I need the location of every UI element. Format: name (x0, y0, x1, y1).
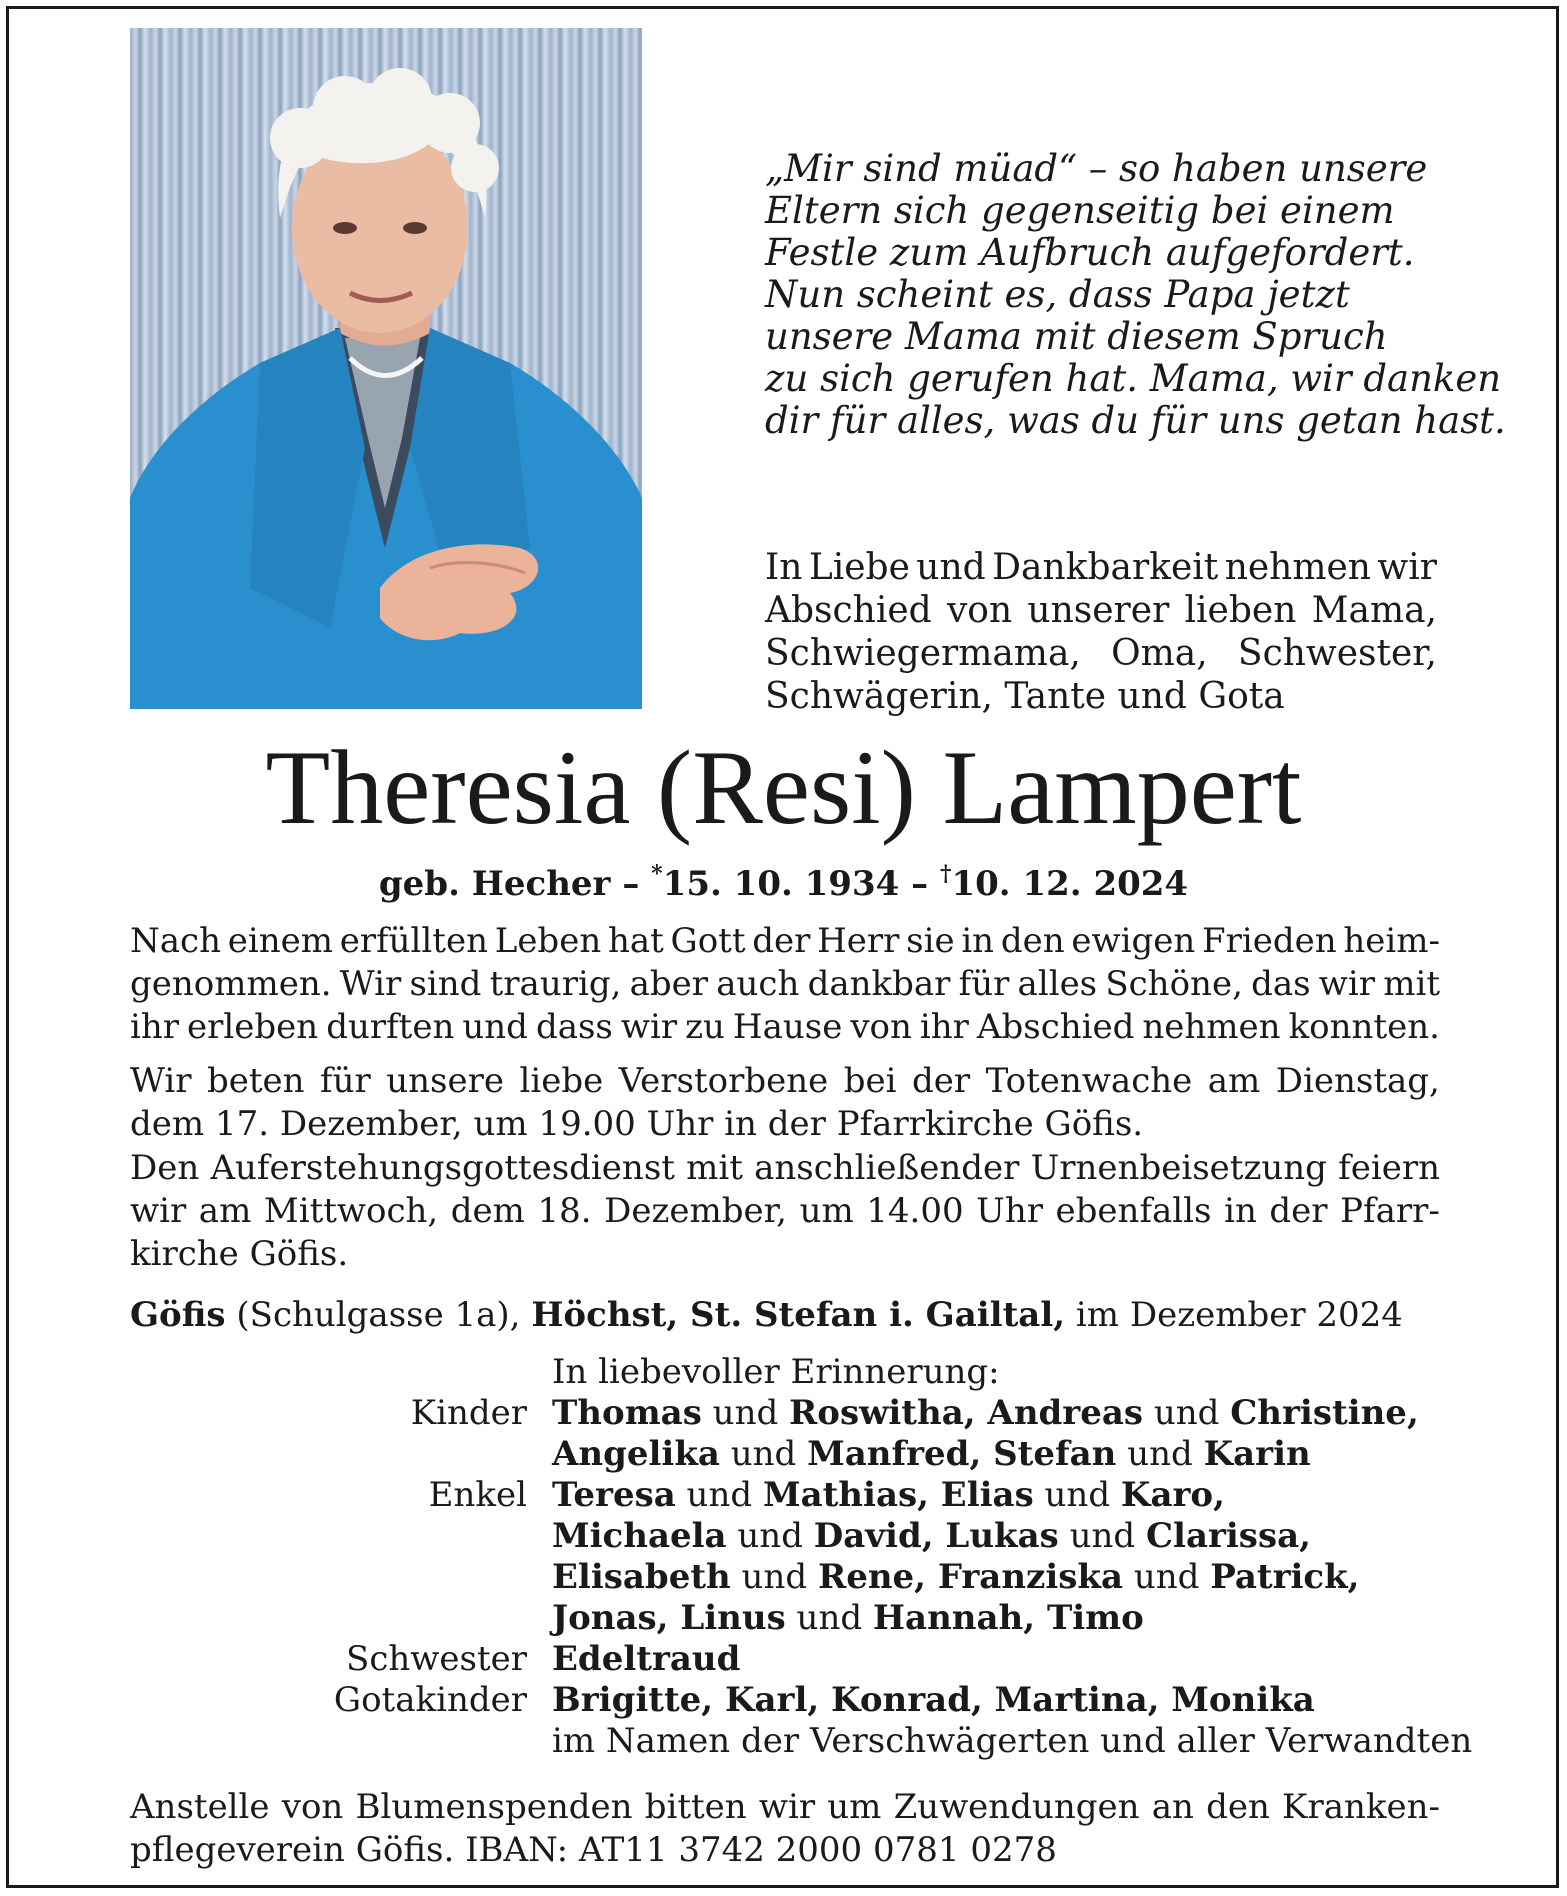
word: heim- (1343, 921, 1440, 961)
word: das (1251, 964, 1311, 1004)
word: unserer (1027, 590, 1170, 631)
paragraph-service (130, 1147, 1440, 1276)
connector-text: und (719, 1434, 808, 1474)
word: dankbar (807, 964, 951, 1004)
intro-line (765, 589, 1437, 632)
word: hat (607, 921, 664, 961)
word: 18. (537, 1191, 592, 1231)
family-label-enkel: Enkel (428, 1475, 527, 1515)
word: dem (450, 1191, 525, 1231)
person-name: Jonas, Linus (552, 1598, 786, 1638)
word: den (1206, 1787, 1270, 1827)
family-label-schwester: Schwester (346, 1639, 527, 1679)
word: der (912, 1061, 971, 1101)
word: traurig, (489, 964, 622, 1004)
place-date-line (130, 1294, 1440, 1337)
person-name: Christine, (1230, 1393, 1419, 1433)
word: für (958, 964, 1010, 1004)
intro-line (765, 632, 1437, 675)
person-name: Michaela (552, 1516, 727, 1556)
connector-text: und (785, 1598, 873, 1638)
word: ewigen (1071, 921, 1196, 961)
word: Blumenspenden (355, 1787, 633, 1827)
family-names (552, 1475, 1225, 1516)
word: und (462, 1007, 528, 1047)
text-line (130, 920, 1440, 963)
word: bei (843, 1061, 897, 1101)
quote-line: zu sich gerufen hat. Mama, wir danken (765, 357, 1502, 400)
word: erleben (187, 1007, 319, 1047)
word: Dezember, (604, 1191, 787, 1231)
text-line (130, 1060, 1440, 1103)
separator: – (622, 864, 640, 904)
word: um (827, 1787, 882, 1827)
word: Urnenbeisetzung (1030, 1148, 1327, 1188)
family-label-gotakinder: Gotakinder (333, 1680, 527, 1720)
word: Totenwache (985, 1061, 1193, 1101)
family-names (552, 1516, 1311, 1557)
word: Schöne, (1105, 964, 1243, 1004)
word: Schwester, (1237, 633, 1437, 674)
word: Kranken- (1282, 1787, 1440, 1827)
intro-line (765, 546, 1437, 589)
text-line (130, 1006, 1440, 1049)
word: der (1269, 1191, 1328, 1231)
quote-line: Nun scheint es, dass Papa jetzt (765, 273, 1350, 316)
word: zu (685, 1007, 725, 1047)
word: Frieden (1201, 921, 1337, 961)
word: 14.00 (866, 1191, 964, 1231)
person-name: Elisabeth (552, 1557, 731, 1597)
family-closing: im Namen der Verschwägerten und aller Verwandten (552, 1721, 1473, 1761)
family-names: Brigitte, Karl, Konrad, Martina, Monika (552, 1680, 1315, 1720)
birth-date: 15. 10. 1934 (662, 864, 900, 904)
word: Schwiegermama, (765, 633, 1081, 674)
word: Wir (130, 1061, 192, 1101)
family-names (552, 1434, 1311, 1475)
connector-text: und (1058, 1516, 1146, 1556)
word: erfüllten (339, 921, 488, 961)
word: Auferstehungsgottesdienst (210, 1148, 675, 1188)
word: an (1151, 1787, 1194, 1827)
word: feiern (1338, 1148, 1440, 1188)
intro-paragraph (765, 546, 1437, 718)
word: nehmen (1224, 547, 1371, 588)
word: sie (906, 921, 955, 961)
person-name: Clarissa, (1145, 1516, 1311, 1556)
connector-text: und (1033, 1475, 1121, 1515)
person-name: Mathias, Elias (762, 1475, 1034, 1515)
text-line: kirche Göfis. (130, 1234, 349, 1274)
connector-text: und (726, 1516, 814, 1556)
word: für (320, 1061, 371, 1101)
word: Nach (130, 921, 221, 961)
word: am (1207, 1061, 1261, 1101)
quote-line: Festle zum Aufbruch aufgefordert. (765, 231, 1415, 274)
word: am (198, 1191, 252, 1231)
word: ebenfalls (1055, 1191, 1212, 1231)
donation-note (130, 1786, 1440, 1872)
separator: – (911, 864, 929, 904)
quote-block (765, 147, 1506, 442)
word: den (1000, 921, 1065, 961)
word: Zuwendungen (893, 1787, 1140, 1827)
word: nehmen (1142, 1007, 1281, 1047)
word: ihr (919, 1007, 969, 1047)
portrait-photo (130, 28, 642, 709)
word: auch (716, 964, 800, 1004)
word: Herr (817, 921, 900, 961)
word: und (916, 547, 986, 588)
intro-line: Schwägerin, Tante und Gota (765, 676, 1285, 717)
word: beten (206, 1061, 305, 1101)
deceased-name: Theresia (Resi) Lampert (265, 729, 1302, 846)
place-address: (Schulgasse 1a), (236, 1295, 521, 1335)
person-name: Karo, (1120, 1475, 1225, 1515)
quote-line: „Mir sind müad“ – so haben unsere (765, 147, 1428, 190)
family-intro: In liebevoller Erinnerung: (552, 1352, 1000, 1392)
word: in (961, 921, 995, 961)
person-name: Manfred, Stefan (807, 1434, 1117, 1474)
connector-text: und (1123, 1557, 1211, 1597)
word: wir (620, 1007, 678, 1047)
person-name: Angelika (552, 1434, 720, 1474)
word: mit (1383, 964, 1440, 1004)
text-line: dem 17. Dezember, um 19.00 Uhr in der Pfarrkirche Göfis. (130, 1104, 1144, 1144)
word: aber (629, 964, 709, 1004)
birth-name: geb. Hecher (378, 864, 611, 904)
place-town: Göfis (130, 1295, 226, 1335)
person-name: Hannah, Timo (872, 1598, 1144, 1638)
word: von (281, 1787, 344, 1827)
word: anschließender (754, 1148, 1020, 1188)
word: sind (409, 964, 482, 1004)
word: Oma, (1111, 633, 1208, 674)
death-date: 10. 12. 2024 (951, 864, 1189, 904)
word: von (946, 590, 1013, 631)
person-name: Patrick, (1210, 1557, 1360, 1597)
birth-symbol: * (651, 861, 663, 887)
text-line (130, 1147, 1440, 1190)
word: Mama, (1311, 590, 1437, 631)
word: wir (1318, 964, 1375, 1004)
word: einem (227, 921, 333, 961)
paragraph-wake (130, 1060, 1440, 1146)
word: dass (535, 1007, 613, 1047)
word: wir (130, 1191, 187, 1231)
word: Abschied (765, 590, 932, 631)
person-name: Teresa (552, 1475, 676, 1515)
word: von (850, 1007, 912, 1047)
quote-line: Eltern sich gegenseitig bei einem (765, 189, 1395, 232)
family-names (552, 1393, 1419, 1434)
word: Leben (494, 921, 602, 961)
word: in (1224, 1191, 1257, 1231)
word: durften (326, 1007, 455, 1047)
person-name: David, Lukas (813, 1516, 1059, 1556)
word: Uhr (976, 1191, 1043, 1231)
text-line: pflegeverein Göfis. IBAN: AT11 3742 2000 0781 0278 (130, 1830, 1057, 1870)
word: unsere (386, 1061, 504, 1101)
person-name: Rene, Franziska (817, 1557, 1124, 1597)
word: Mittwoch, (263, 1191, 439, 1231)
word: Hause (732, 1007, 843, 1047)
word: wir (1377, 547, 1437, 588)
word: konnten. (1288, 1007, 1440, 1047)
text-line (130, 1786, 1440, 1829)
word: Wir (339, 964, 402, 1004)
person-name: Thomas (552, 1393, 702, 1433)
word: um (799, 1191, 854, 1231)
connector-text: und (1116, 1434, 1204, 1474)
word: Pfarr- (1340, 1191, 1440, 1231)
family-names: Edeltraud (552, 1639, 741, 1679)
person-name: Karin (1203, 1434, 1311, 1474)
word: Dienstag, (1275, 1061, 1440, 1101)
family-names (552, 1557, 1360, 1598)
family-names (552, 1598, 1144, 1639)
word: alles (1017, 964, 1098, 1004)
paragraph-life (130, 920, 1440, 1049)
family-list (0, 1352, 1567, 1762)
word: Liebe (808, 547, 910, 588)
word: lieben (1184, 590, 1297, 631)
place-date: im Dezember 2024 (1075, 1295, 1403, 1335)
family-label-kinder: Kinder (410, 1393, 527, 1433)
word: Verstorbene (618, 1061, 829, 1101)
connector-text: und (701, 1393, 790, 1433)
place-others: Höchst, St. Stefan i. Gailtal, (531, 1295, 1066, 1335)
text-line (130, 963, 1440, 1006)
connector-text: und (675, 1475, 763, 1515)
word: liebe (519, 1061, 604, 1101)
word: genommen. (130, 964, 332, 1004)
person-name: Roswitha, Andreas (789, 1393, 1144, 1433)
word: Den (130, 1148, 200, 1188)
death-symbol: † (939, 861, 952, 887)
quote-line: unsere Mama mit diesem Spruch (765, 315, 1388, 358)
word: Anstelle (130, 1787, 270, 1827)
word: wir (758, 1787, 816, 1827)
word: ihr (130, 1007, 180, 1047)
word: mit (686, 1148, 743, 1188)
word: Dankbarkeit (992, 547, 1219, 588)
word: Abschied (976, 1007, 1135, 1047)
word: bitten (644, 1787, 747, 1827)
life-dates (0, 852, 1567, 906)
connector-text: und (1143, 1393, 1231, 1433)
quote-line: dir für alles, was du für uns getan hast. (765, 399, 1506, 442)
word: der (752, 921, 811, 961)
text-line (130, 1190, 1440, 1233)
connector-text: und (730, 1557, 818, 1597)
word: Gott (670, 921, 746, 961)
word: In (765, 547, 803, 588)
